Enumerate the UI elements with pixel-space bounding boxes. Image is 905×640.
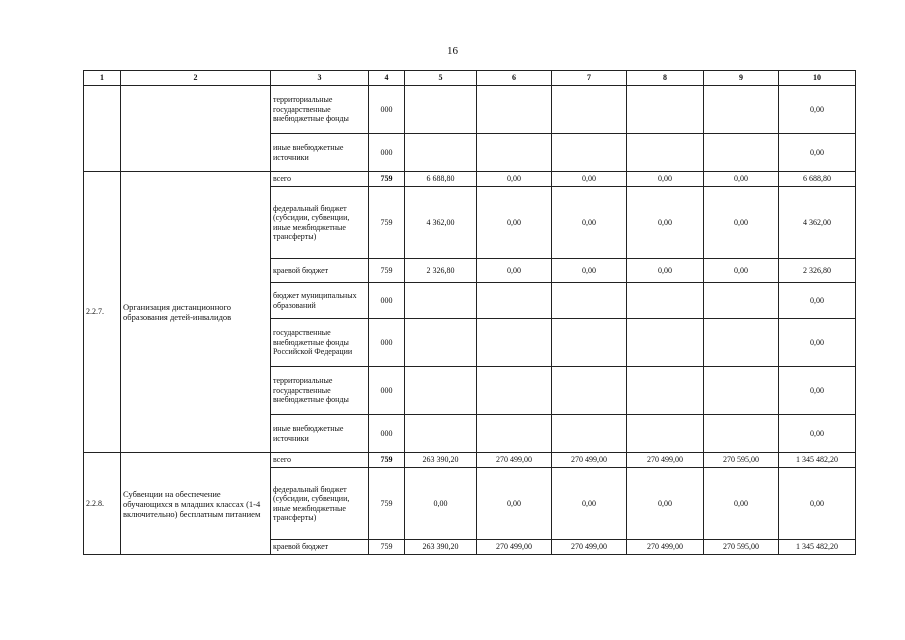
- item-id: 2.2.7.: [84, 172, 121, 453]
- value-cell: 270 499,00: [552, 453, 627, 468]
- item-id: 2.2.8.: [84, 453, 121, 555]
- total-cell: 0,00: [779, 86, 856, 134]
- value-cell: 0,00: [552, 172, 627, 187]
- total-cell: 1 345 482,20: [779, 453, 856, 468]
- value-cell: 0,00: [704, 259, 779, 283]
- value-cell: 0,00: [405, 468, 477, 540]
- total-cell: 0,00: [779, 319, 856, 367]
- col-header-1: 1: [84, 71, 121, 86]
- total-cell: 0,00: [779, 283, 856, 319]
- page-number: 16: [447, 45, 458, 57]
- col-header-7: 7: [552, 71, 627, 86]
- col-header-2: 2: [121, 71, 271, 86]
- value-cell: 4 362,00: [405, 187, 477, 259]
- total-cell: 0,00: [779, 367, 856, 415]
- value-cell: 270 595,00: [704, 453, 779, 468]
- value-cell: 270 499,00: [477, 453, 552, 468]
- value-cell: 0,00: [627, 259, 704, 283]
- value-cell: 0,00: [477, 468, 552, 540]
- value-cell: 0,00: [477, 259, 552, 283]
- total-cell: 6 688,80: [779, 172, 856, 187]
- source-cell: государственные внебюджетные фонды Российской Федерации: [271, 319, 369, 367]
- source-cell: всего: [271, 172, 369, 187]
- value-cell: 0,00: [552, 187, 627, 259]
- total-cell: 0,00: [779, 468, 856, 540]
- table-row: [84, 453, 856, 468]
- value-cell: 263 390,20: [405, 540, 477, 555]
- code-cell: 759: [369, 187, 405, 259]
- col-header-3: 3: [271, 71, 369, 86]
- name-cell-empty: [121, 86, 271, 172]
- value-cell: 6 688,80: [405, 172, 477, 187]
- col-header-9: 9: [704, 71, 779, 86]
- col-header-5: 5: [405, 71, 477, 86]
- source-cell: федеральный бюджет (субсидии, субвенции, иные межбюджетные трансферты): [271, 468, 369, 540]
- total-cell: 0,00: [779, 415, 856, 453]
- header-row: [84, 71, 856, 86]
- value-cell: 0,00: [552, 468, 627, 540]
- source-cell: всего: [271, 453, 369, 468]
- code-cell: 759: [369, 468, 405, 540]
- value-cell: 0,00: [627, 468, 704, 540]
- code-cell: 759: [369, 172, 405, 187]
- total-cell: 2 326,80: [779, 259, 856, 283]
- code-cell: 759: [369, 453, 405, 468]
- code-cell: 000: [369, 367, 405, 415]
- budget-table: [83, 70, 856, 555]
- source-cell: территориальные государственные внебюджетные фонды: [271, 367, 369, 415]
- value-cell: 0,00: [552, 259, 627, 283]
- table-row: [84, 86, 856, 134]
- value-cell: 0,00: [477, 172, 552, 187]
- col-header-4: 4: [369, 71, 405, 86]
- source-cell: иные внебюджетные источники: [271, 415, 369, 453]
- col-header-8: 8: [627, 71, 704, 86]
- code-cell: 000: [369, 134, 405, 172]
- code-cell: 000: [369, 86, 405, 134]
- item-name: Организация дистанционного образования детей-инвалидов: [121, 172, 271, 453]
- value-cell: 0,00: [477, 187, 552, 259]
- value-cell: 270 595,00: [704, 540, 779, 555]
- code-cell: 759: [369, 259, 405, 283]
- col-header-10: 10: [779, 71, 856, 86]
- source-cell: территориальные государственные внебюджетные фонды: [271, 86, 369, 134]
- source-cell: краевой бюджет: [271, 540, 369, 555]
- value-cell: 2 326,80: [405, 259, 477, 283]
- col-header-6: 6: [477, 71, 552, 86]
- value-cell: 270 499,00: [627, 540, 704, 555]
- source-cell: иные внебюджетные источники: [271, 134, 369, 172]
- item-name: Субвенции на обеспечение обучающихся в младших классах (1-4 включительно) бесплатным питанием: [121, 453, 271, 555]
- total-cell: 1 345 482,20: [779, 540, 856, 555]
- value-cell: 263 390,20: [405, 453, 477, 468]
- code-cell: 759: [369, 540, 405, 555]
- code-cell: 000: [369, 283, 405, 319]
- total-cell: 4 362,00: [779, 187, 856, 259]
- table-row: [84, 172, 856, 187]
- code-cell: 000: [369, 415, 405, 453]
- source-cell: федеральный бюджет (субсидии, субвенции, иные межбюджетные трансферты): [271, 187, 369, 259]
- value-cell: 0,00: [704, 172, 779, 187]
- value-cell: 0,00: [704, 187, 779, 259]
- value-cell: 0,00: [704, 468, 779, 540]
- value-cell: 270 499,00: [552, 540, 627, 555]
- value-cell: 0,00: [627, 187, 704, 259]
- source-cell: бюджет муниципальных образований: [271, 283, 369, 319]
- value-cell: 0,00: [627, 172, 704, 187]
- source-cell: краевой бюджет: [271, 259, 369, 283]
- value-cell: 270 499,00: [627, 453, 704, 468]
- code-cell: 000: [369, 319, 405, 367]
- value-cell: 270 499,00: [477, 540, 552, 555]
- total-cell: 0,00: [779, 134, 856, 172]
- id-cell-empty: [84, 86, 121, 172]
